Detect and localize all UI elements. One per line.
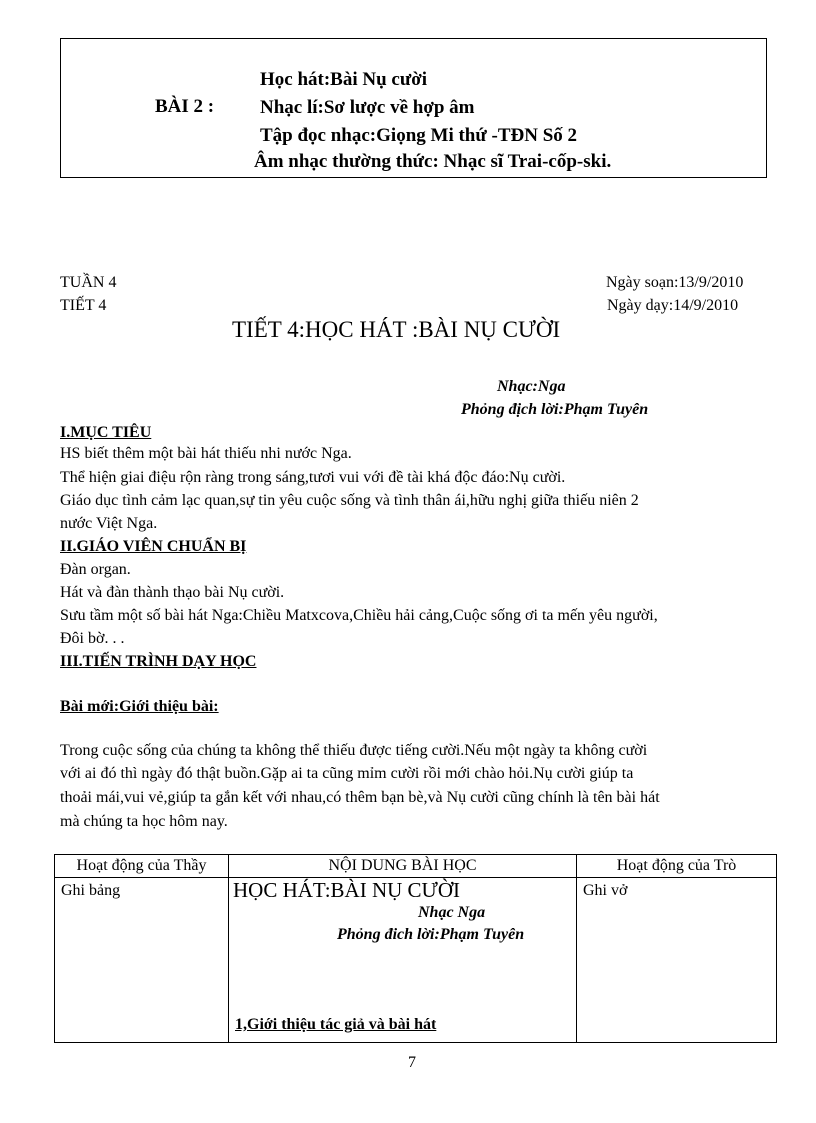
preparation-line: Hát và đàn thành thạo bài Nụ cười. [60,584,285,601]
header-teacher-activity: Hoạt động của Thầy [55,855,229,878]
objective-line: Giáo dục tình cảm lạc quan,sự tin yêu cuộc sống và tình thân ái,hữu nghị giữa thiếu niên 2 [60,492,639,509]
intro-line: thoải mái,vui vẻ,giúp ta gắn kết với nhau,có thêm bạn bè,và Nụ cười cũng chính là tên bài hát [60,789,660,806]
intro-line: với ai đó thì ngày đó thật buồn.Gặp ai ta cũng mỉm cười rồi mới chào hỏi.Nụ cười giúp ta [60,765,634,782]
content-lyrics-credit: Phỏng đich lời:Phạm Tuyên [337,926,525,943]
period-label: TIẾT 4 [60,297,107,314]
objective-line: Thể hiện giai điệu rộn ràng trong sáng,tươi vui với đề tài khá độc đáo:Nụ cười. [60,469,566,486]
header-student-activity: Hoạt động của Trò [577,855,777,878]
teacher-activity-text: Ghi bảng [61,882,121,899]
lyrics-credit: Phỏng địch lời:Phạm Tuyên [461,401,649,418]
page-title: TIẾT 4:HỌC HÁT :BÀI NỤ CƯỜI [232,317,561,342]
content-cell [229,878,577,1043]
header-lesson-content: NỘI DUNG BÀI HỌC [229,855,577,878]
preparation-line: Sưu tầm một số bài hát Nga:Chiều Matxcova,Chiều hải cảng,Cuộc sống ơi ta mến yêu người, [60,607,658,624]
content-title: HỌC HÁT:BÀI NỤ CƯỜI [233,878,460,902]
header-line-2: Nhạc lí:Sơ lược về hợp âm [260,97,475,118]
content-subheading: 1,Giới thiệu tác giả và bài hát [235,1016,437,1033]
table-row [55,878,777,1043]
intro-heading: Bài mới:Giới thiệu bài: [60,698,219,715]
intro-line: Trong cuộc sống của chúng ta không thể thiếu được tiếng cười.Nếu một ngày ta không cười [60,742,648,759]
objective-line: nước Việt Nga. [60,515,158,532]
prep-date: Ngày soạn:13/9/2010 [606,274,744,291]
student-activity-text: Ghi vở [583,882,628,899]
section-heading-objectives: I.MỤC TIÊU [60,424,152,441]
teacher-cell [55,878,229,1043]
page-number: 7 [408,1054,416,1071]
header-line-1: Học hát:Bài Nụ cười [260,69,428,90]
student-cell [577,878,777,1043]
music-credit: Nhạc:Nga [497,378,566,395]
intro-line: mà chúng ta học hôm nay. [60,813,228,830]
table-header-row [55,855,777,878]
objective-line: HS biết thêm một bài hát thiếu nhi nước Nga. [60,445,352,462]
header-line-3: Tập đọc nhạc:Giọng Mi thứ -TĐN Số 2 [260,125,578,146]
section-heading-procedure: III.TIẾN TRÌNH DẠY HỌC [60,653,257,670]
lesson-number: BÀI 2 : [155,96,215,117]
preparation-line: Đàn organ. [60,561,131,578]
lesson-table [54,854,777,1043]
section-heading-preparation: II.GIÁO VIÊN CHUẨN BỊ [60,538,247,555]
header-line-4: Âm nhạc thường thức: Nhạc sĩ Trai-cốp-ski. [254,151,612,172]
week-label: TUẦN 4 [60,274,117,291]
content-music-credit: Nhạc Nga [418,904,486,921]
preparation-line: Đôi bờ. . . [60,630,125,647]
teach-date: Ngày dạy:14/9/2010 [607,297,739,314]
